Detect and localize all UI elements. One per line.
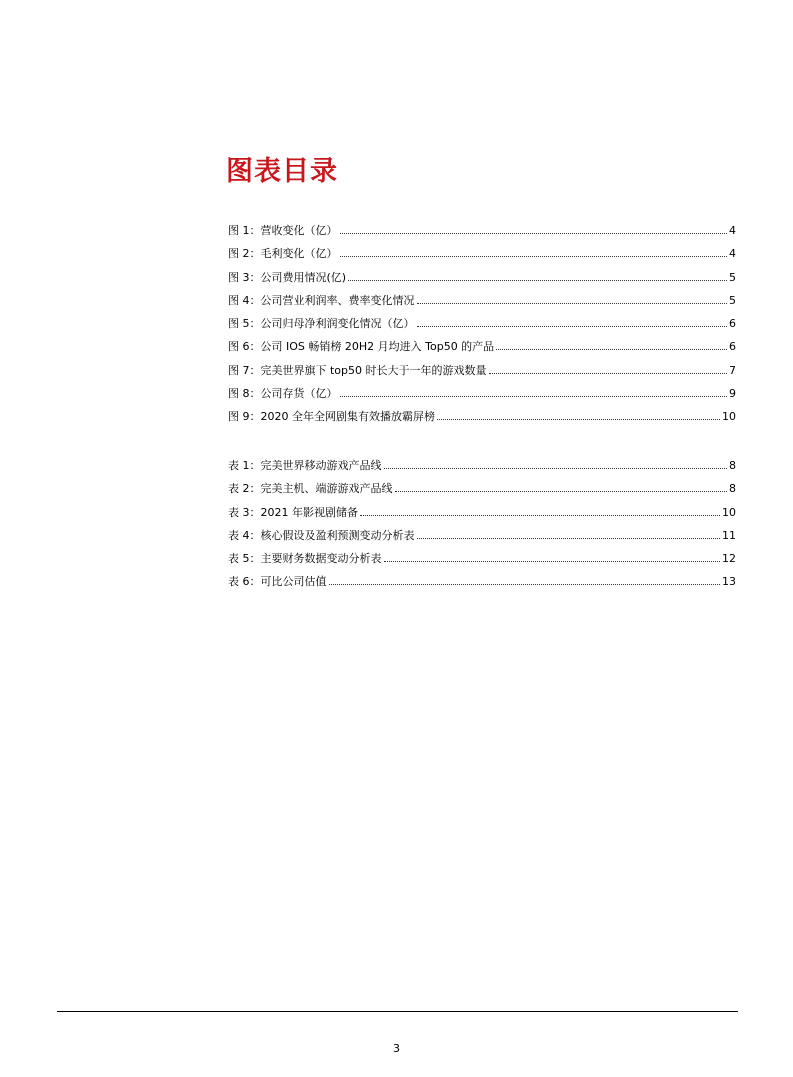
toc-entry-table-6[interactable] — [228, 573, 736, 596]
toc-entry-label: 图 4：公司营业利润率、费率变化情况 — [228, 293, 415, 307]
dot-leader — [360, 515, 720, 516]
toc-entry-label: 图 6：公司 IOS 畅销榜 20H2 月均进入 Top50 的产品 — [228, 340, 495, 354]
footer-divider — [57, 1011, 738, 1012]
toc-entry-figure-4[interactable] — [228, 292, 736, 315]
toc-entry-label: 图 5：公司归母净利润变化情况（亿） — [228, 317, 415, 331]
toc-entry-figure-9[interactable] — [228, 408, 736, 431]
toc-entry-label: 图 9：2020 全年全网剧集有效播放霸屏榜 — [228, 410, 435, 424]
toc-entry-label: 图 8：公司存货（亿） — [228, 387, 338, 401]
toc-entry-page: 8 — [729, 482, 736, 496]
toc-entry-page: 12 — [722, 552, 736, 566]
dot-leader — [496, 349, 727, 350]
figure-list — [228, 222, 736, 432]
toc-entry-label: 表 4：核心假设及盈利预测变动分析表 — [228, 528, 415, 542]
toc-entry-page: 7 — [729, 363, 736, 377]
toc-entry-label: 表 1：完美世界移动游戏产品线 — [228, 459, 382, 472]
dot-leader — [417, 538, 721, 539]
toc-entry-page: 10 — [722, 410, 736, 424]
page-title: 图表目录 — [226, 156, 338, 187]
toc-entry-label: 表 3：2021 年影视剧储备 — [228, 505, 358, 519]
toc-entry-label: 表 2：完美主机、端游游戏产品线 — [228, 482, 393, 496]
page-number: 3 — [393, 1042, 400, 1055]
toc-entry-table-1[interactable] — [228, 457, 736, 480]
toc-entry-figure-6[interactable] — [228, 338, 736, 361]
dot-leader — [348, 280, 727, 281]
toc-entry-page: 6 — [729, 340, 736, 354]
dot-leader — [384, 561, 721, 562]
toc-entry-page: 4 — [729, 224, 736, 237]
dot-leader — [417, 326, 728, 327]
toc-entry-page: 6 — [729, 317, 736, 331]
table-list — [228, 457, 736, 597]
toc-entry-label: 表 5：主要财务数据变动分析表 — [228, 552, 382, 566]
toc-entry-label: 图 7：完美世界旗下 top50 时长大于一年的游戏数量 — [228, 363, 487, 377]
toc-entry-table-3[interactable] — [228, 504, 736, 527]
toc-entry-label: 表 6：可比公司估值 — [228, 575, 327, 589]
toc-entry-page: 8 — [729, 459, 736, 472]
dot-leader — [437, 419, 720, 420]
toc-entry-page: 5 — [729, 270, 736, 284]
dot-leader — [417, 303, 728, 304]
toc-entry-page: 9 — [729, 387, 736, 401]
dot-leader — [340, 396, 728, 397]
dot-leader — [489, 373, 727, 374]
toc-entry-figure-5[interactable] — [228, 315, 736, 338]
dot-leader — [340, 256, 728, 257]
toc-entry-figure-2[interactable] — [228, 245, 736, 268]
dot-leader — [329, 584, 721, 585]
toc-entry-table-5[interactable] — [228, 550, 736, 573]
toc-entry-page: 11 — [722, 528, 736, 542]
toc-entry-page: 13 — [722, 575, 736, 589]
dot-leader — [395, 491, 728, 492]
toc-entry-figure-7[interactable] — [228, 362, 736, 385]
toc-entry-figure-3[interactable] — [228, 269, 736, 292]
toc-entry-figure-1[interactable] — [228, 222, 736, 245]
dot-leader — [384, 468, 728, 469]
toc-entry-label: 图 1：营收变化（亿） — [228, 224, 338, 237]
toc-entry-page: 5 — [729, 293, 736, 307]
toc-entry-label: 图 3：公司费用情况(亿) — [228, 270, 347, 284]
toc-entry-label: 图 2：毛利变化（亿） — [228, 247, 338, 261]
dot-leader — [340, 233, 728, 234]
toc-entry-figure-8[interactable] — [228, 385, 736, 408]
toc-entry-page: 10 — [722, 505, 736, 519]
toc-entry-page: 4 — [729, 247, 736, 261]
toc-entry-table-4[interactable] — [228, 527, 736, 550]
toc-entry-table-2[interactable] — [228, 480, 736, 503]
